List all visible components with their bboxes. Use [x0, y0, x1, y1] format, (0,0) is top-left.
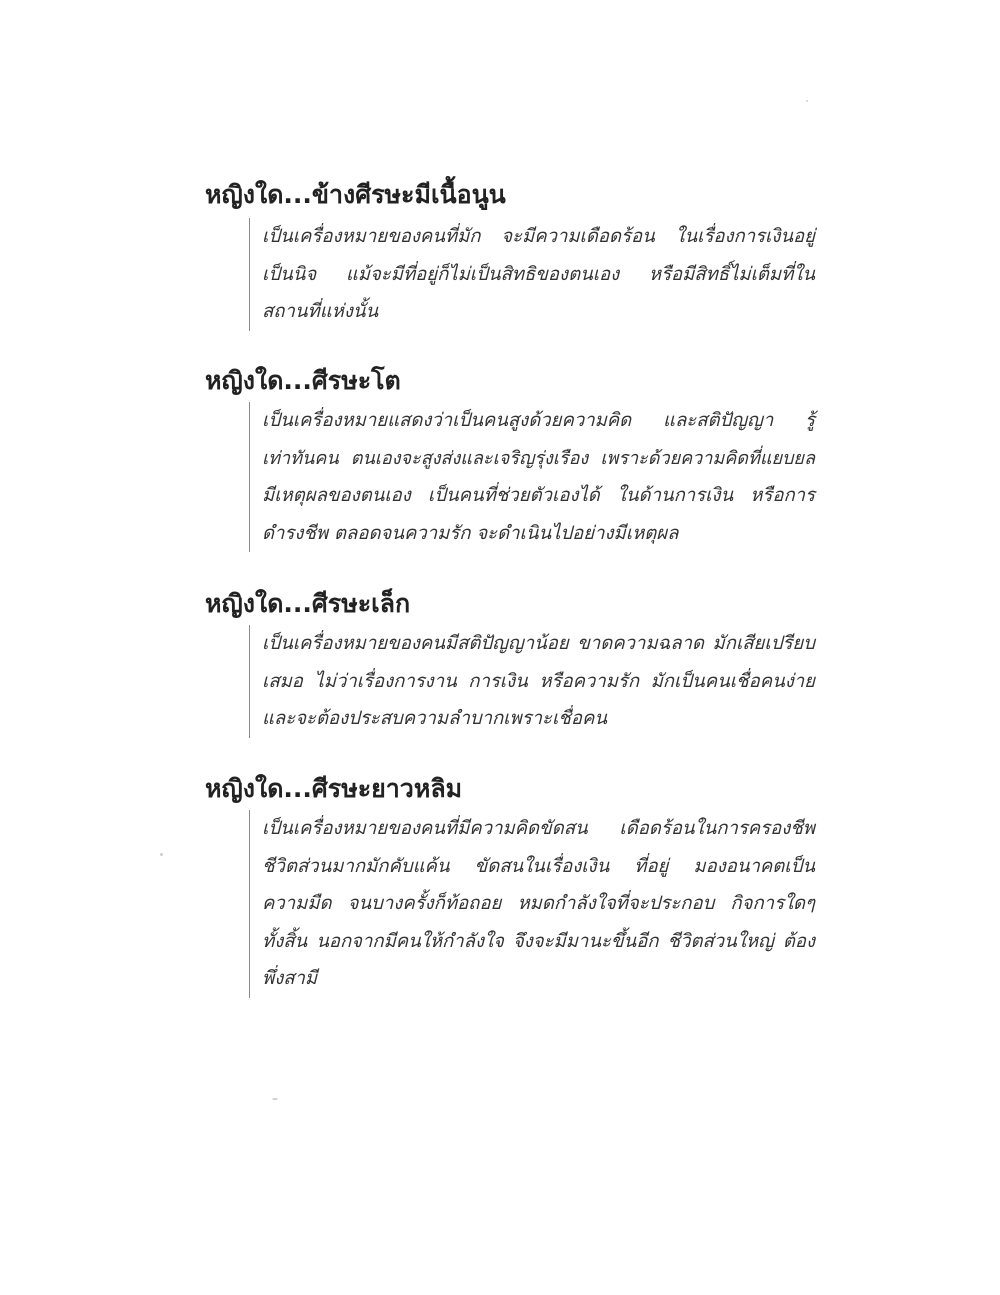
section-heading: หญิงใด...ศีรษะโต: [205, 366, 401, 395]
body-line: เป็นเครื่องหมายแสดงว่าเป็นคนสูงด้วยความคิด และสติปัญญา รู้: [262, 410, 815, 431]
section-side-bump: [205, 178, 825, 331]
body-line: และจะต้องประสบความลำบากเพราะเชื่อคน: [262, 708, 607, 729]
body-line: ทั้งสิ้น นอกจากมีคนให้กำลังใจ จึงจะมีมานะขึ้นอีก ชีวิตส่วนใหญ่ ต้อง: [262, 930, 815, 952]
body-line: ชีวิตส่วนมากมักคับแค้น ขัดสนในเรื่องเงิน ที่อยู่ มองอนาคตเป็น: [262, 855, 815, 877]
section-body: [249, 218, 815, 331]
body-line: เท่าทันคน ตนเองจะสูงส่งและเจริญรุ่งเรือง เพราะด้วยความคิดที่แยบยล: [262, 447, 815, 469]
body-line: สถานที่แห่งนั้น: [262, 301, 379, 322]
body-line: เป็นเครื่องหมายของคนที่มัก จะมีความเดือดร้อน ในเรื่องการเงินอยู่: [262, 226, 815, 247]
section-long-pointed-head: [205, 772, 825, 998]
section-body: [249, 810, 815, 998]
body-line: เป็นเครื่องหมายของคนที่มีความคิดขัดสน เดือดร้อนในการครองชีพ: [262, 818, 815, 839]
body-line: เสมอ ไม่ว่าเรื่องการงาน การเงิน หรือความรัก มักเป็นคนเชื่อคนง่าย: [262, 670, 815, 692]
body-line: เป็นเครื่องหมายของคนมีสติปัญญาน้อย ขาดความฉลาด มักเสียเปรียบ: [262, 633, 815, 654]
section-small-head: [205, 587, 825, 738]
body-line: ความมืด จนบางครั้งก็ท้อถอย หมดกำลังใจที่จะประกอบ กิจการใดๆ: [262, 893, 815, 914]
body-line: พึ่งสามี: [262, 968, 318, 989]
scan-speck: [160, 853, 163, 856]
section-body: [249, 625, 815, 738]
section-body: [249, 402, 815, 552]
section-heading: หญิงใด...ข้างศีรษะมีเนื้อนูน: [205, 180, 506, 209]
scan-speck: [272, 1098, 278, 1100]
body-line: ดำรงชีพ ตลอดจนความรัก จะดำเนินไปอย่างมีเหตุผล: [262, 522, 679, 544]
section-heading: หญิงใด...ศีรษะเล็ก: [205, 589, 411, 618]
body-line: เป็นนิจ แม้จะมีที่อยู่ก็ไม่เป็นสิทธิของตนเอง หรือมีสิทธิ์ไม่เต็มที่ใน: [262, 263, 815, 285]
section-heading: หญิงใด...ศีรษะยาวหลิม: [205, 774, 463, 803]
section-big-head: [205, 364, 825, 552]
body-line: มีเหตุผลของตนเอง เป็นคนที่ช่วยตัวเองได้ ในด้านการเงิน หรือการ: [262, 485, 815, 506]
scan-speck: [806, 100, 808, 102]
